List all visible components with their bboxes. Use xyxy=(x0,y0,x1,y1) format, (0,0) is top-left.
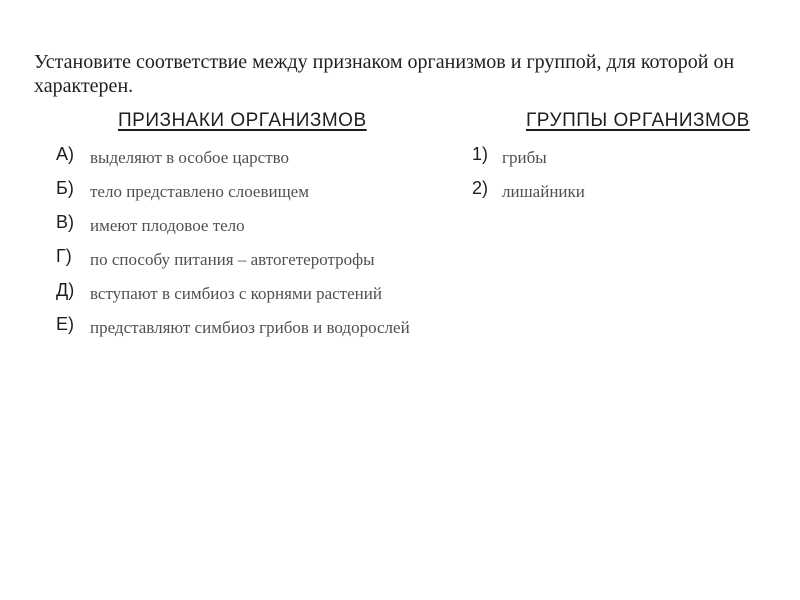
features-list xyxy=(56,144,456,348)
feature-text: выделяют в особое царство xyxy=(90,148,290,167)
feature-text: вступают в симбиоз с корнями растений xyxy=(90,284,382,303)
features-heading: ПРИЗНАКИ ОРГАНИЗМОВ xyxy=(118,110,367,131)
feature-item-e xyxy=(56,314,456,348)
feature-marker: В) xyxy=(56,212,74,232)
group-text: грибы xyxy=(502,148,547,167)
task-statement: Установите соответствие между признаком организмов и группой, для которой он характерен. xyxy=(34,51,735,97)
feature-marker: Д) xyxy=(56,280,75,300)
groups-heading: ГРУППЫ ОРГАНИЗМОВ xyxy=(526,110,750,131)
feature-item-v xyxy=(56,212,456,246)
feature-text: по способу питания – автогетеротрофы xyxy=(90,250,375,269)
feature-text: представляют симбиоз грибов и водорослей xyxy=(90,318,410,337)
group-item-1 xyxy=(472,144,772,178)
feature-marker: А) xyxy=(56,144,74,164)
feature-item-b xyxy=(56,178,456,212)
feature-item-g xyxy=(56,246,456,280)
group-item-2 xyxy=(472,178,772,212)
feature-marker: Г) xyxy=(56,246,72,266)
feature-text: имеют плодовое тело xyxy=(90,216,245,235)
group-text: лишайники xyxy=(502,182,585,201)
groups-list xyxy=(472,144,772,212)
feature-marker: Е) xyxy=(56,314,74,334)
feature-marker: Б) xyxy=(56,178,74,198)
group-marker: 2) xyxy=(472,178,489,198)
group-marker: 1) xyxy=(472,144,489,164)
feature-item-d xyxy=(56,280,456,314)
feature-item-a xyxy=(56,144,456,178)
feature-text: тело представлено слоевищем xyxy=(90,182,309,201)
